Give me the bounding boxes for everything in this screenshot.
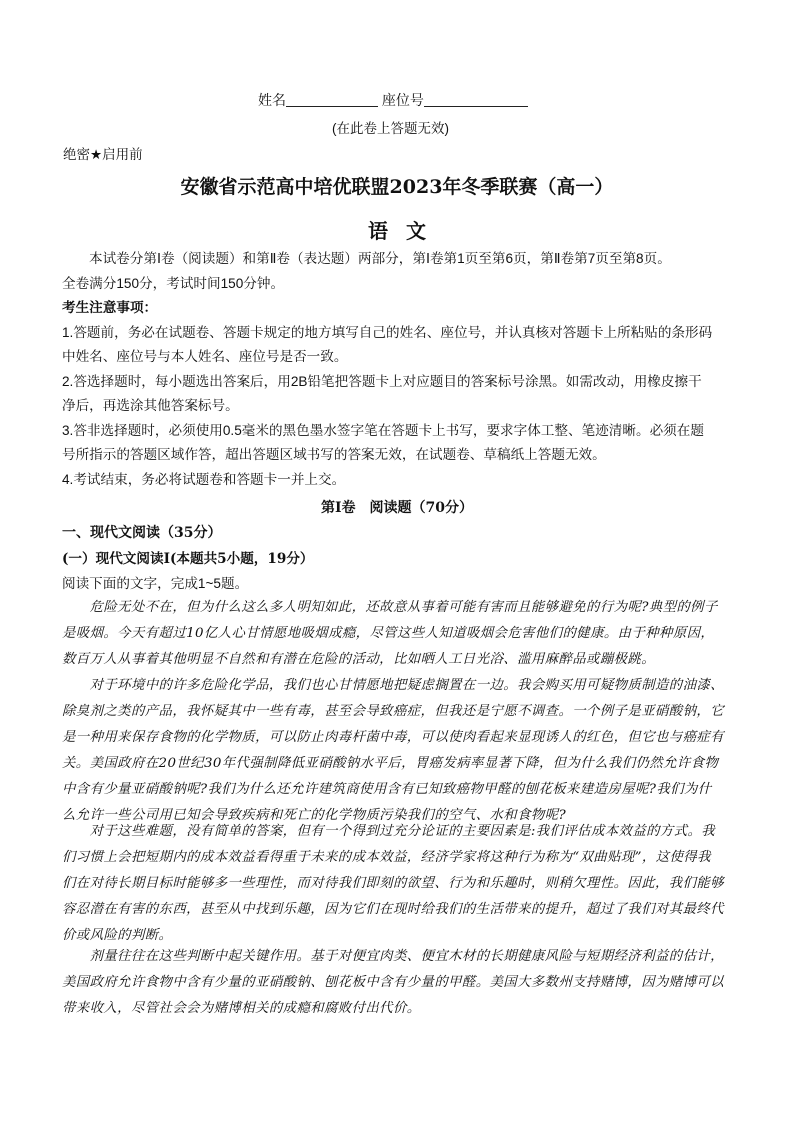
seat-blank [424, 92, 528, 107]
article-line: 中含有少量亚硝酸钠呢?我们为什么还允许建筑商使用含有已知致癌物甲醛的刨花板来建造房屋呢?我们为什 [62, 782, 712, 797]
notice-item-line: 号所指示的答题区域作答，超出答题区域书写的答案无效，在试题卷、草稿纸上答题无效。 [62, 447, 606, 462]
intro-line: 本试卷分第Ⅰ卷（阅读题）和第Ⅱ卷（表达题）两部分，第Ⅰ卷第1页至第6页，第Ⅱ卷第7页至第8页。 [89, 251, 671, 266]
secret-label: 绝密★启用前 [63, 147, 143, 162]
article-line: 除臭剂之类的产品，我怀疑其中一些有毒，甚至会导致癌症，但我还是宁愿不调查。一个例子是亚硝酸钠，它 [62, 704, 724, 719]
article-line: 对于环境中的许多危险化学品，我们也心甘情愿地把疑虑搁置在一边。我会购买用可疑物质制造的油漆、 [62, 678, 724, 693]
article-line: 是一种用来保存食物的化学物质，可以防止肉毒杆菌中毒，可以使肉看起来显现诱人的红色，但它也与癌症有 [62, 730, 724, 745]
invalid-note: (在此卷上答题无效) [332, 121, 449, 136]
article-line: 关。美国政府在20世纪30年代强制降低亚硝酸钠水平后，胃癌发病率显著下降，但为什么我们仍然允许食物 [62, 756, 719, 771]
notice-item-line: 1.答题前，务必在试题卷、答题卡规定的地方填写自己的姓名、座位号，并认真核对答题卡上所粘贴的条形码 [62, 324, 713, 340]
article-line: 带来收入，尽管社会会为赌博相关的成瘾和腐败付出代价。 [62, 1001, 421, 1016]
seat-label: 座位号 [381, 92, 424, 108]
article-line: 们习惯上会把短期内的成本效益看得重于未来的成本效益，经济学家将这种行为称为“双曲贴现”，这使得我 [62, 850, 711, 865]
notice-item-line: 3.答非选择题时，必须使用0.5毫米的黑色墨水签字笔在答题卡上书写，要求字体工整、笔迹清晰。必须在题 [62, 422, 704, 438]
article-paragraph-3 [62, 819, 738, 949]
name-blank [286, 92, 378, 107]
article-paragraph-1 [62, 595, 738, 673]
intro-line: 全卷满分150分，考试时间150分钟。 [62, 275, 285, 291]
article-line: 对于这些难题，没有简单的答案，但有一个得到过充分论证的主要因素是:我们评估成本效益的方式。我 [62, 824, 716, 839]
name-seat-line [258, 90, 528, 110]
name-label: 姓名 [258, 92, 286, 108]
exam-title: 安徽省示范高中培优联盟2023年冬季联赛（高一） [180, 176, 614, 198]
section-heading: 一、现代文阅读（35分） [62, 525, 222, 541]
article-paragraph-4 [62, 944, 738, 1022]
notice-item-line: 4.考试结束，务必将试题卷和答题卡一并上交。 [62, 471, 346, 487]
notice-item-line: 2.答选择题时，每小题选出答案后，用2B铅笔把答题卡上对应题目的答案标号涂黑。如需改动，用橡皮擦干 [62, 373, 702, 389]
notice-item-line: 中姓名、座位号与本人姓名、座位号是否一致。 [62, 349, 348, 364]
article-line: 们在对待长期目标时能够多一些理性，而对待我们即刻的欲望、行为和乐趣时，则稍欠理性。因此，我们能够 [62, 876, 724, 891]
article-paragraph-2 [62, 673, 738, 829]
article-line: 是吸烟。今天有超过10亿人心甘情愿地吸烟成瘾，尽管这些人知道吸烟会危害他们的健康。由于种种原因， [62, 626, 715, 641]
article-line: 么允许一些公司用已知会导致疾病和死亡的化学物质污染我们的空气、水和食物呢? [62, 808, 567, 823]
notice-title: 考生注意事项： [62, 300, 158, 315]
subsection-heading: (一）现代文阅读Ⅰ(本题共5小题，19分） [62, 551, 314, 567]
article-line: 数百万人从事着其他明显不自然和有潜在危险的活动，比如晒人工日光浴、滥用麻醉品或蹦极跳。 [62, 652, 655, 667]
notice-block [62, 296, 734, 492]
notice-item-line: 净后，再选涂其他答案标号。 [62, 398, 239, 413]
subject-title: 语文 [368, 219, 444, 243]
part1-title: 第Ⅰ卷 阅读题（70分） [320, 500, 474, 516]
article-line: 危险无处不在，但为什么这么多人明知如此，还故意从事着可能有害而且能够避免的行为呢?典型的例子 [62, 600, 718, 615]
reading-instruction: 阅读下面的文字，完成1~5题。 [62, 576, 249, 591]
article-line: 美国政府允许食物中含有少量的亚硝酸钠、刨花板中含有少量的甲醛。美国大多数州支持赌博，因为赌博可以 [62, 975, 724, 990]
article-line: 剂量往往在这些判断中起关键作用。基于对便宜肉类、便宜木材的长期健康风险与短期经济利益的估计， [62, 949, 724, 964]
article-line: 价或风险的判断。 [62, 928, 173, 943]
article-line: 容忍潜在有害的东西，甚至从中找到乐趣，因为它们在现时给我们的生活带来的提升，超过了我们对其最终代 [62, 902, 724, 917]
intro-paragraph [62, 247, 734, 296]
